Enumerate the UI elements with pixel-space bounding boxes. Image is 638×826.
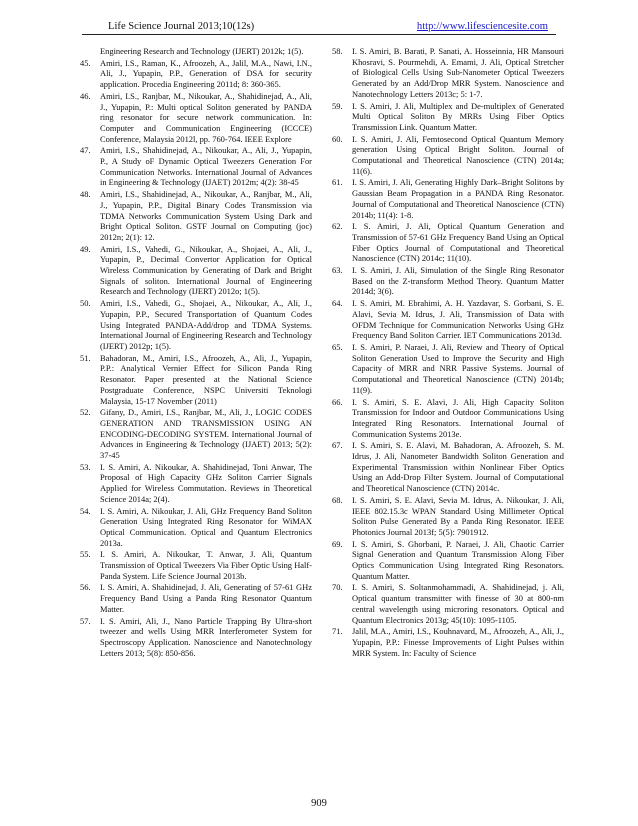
reference-text: I. S. Amiri, S. E. Alavi, M. Bahadoran, A. Afroozeh, S. M. Idrus, J. Ali, Nanometer Bandwidth Soliton Generation and Experimental Transmission within Nonlinear Fiber Optics Using an Add-Drop Filter System. Journal of Computational and Theoretical Nanoscience (CTN) 2014c. [352,440,564,494]
journal-title: Life Science Journal 2013;10(12s) [108,21,255,32]
reference-text: I. S. Amiri, J. Ali, Optical Quantum Generation and Transmission of 57-61 GHz Frequency Band Using an Optical Fiber Optics Journal of Computational and Theoretical Nanoscience (CTN) 2014c; 11(10). [352,221,564,264]
reference-text: I. S. Amiri, M. Ebrahimi, A. H. Yazdavar, S. Gorbani, S. E. Alavi, Sevia M. Idrus, J. Ali, Transmission of Data with OFDM Technique for Communication Networks Using GHz Frequency Band Soliton Carrier. IET Communications 2013d. [352,298,564,341]
journal-website-link[interactable]: http://www.lifesciencesite.com [416,21,548,32]
reference-entry [80,46,312,57]
reference-text: I. S. Amiri, S. Soltanmohammadi, A. Shahidinejad, j. Ali, Optical quantum transmitter with finesse of 30 at 800-nm central wavelength using microring resonators. Optical and Quantum Electronics 2013g; 45(10): 1095-1105. [352,582,564,625]
reference-text: I. S. Amiri, A. Shahidinejad, J. Ali, Generating of 57-61 GHz Frequency Band Using a Panda Ring Resonator Quantum Matter. [100,582,312,614]
running-header [82,18,556,35]
reference-text: Amiri, I.S., Ranjbar, M., Nikoukar, A., Shahidinejad, A., Ali, J., Yupapin, P.: Multi optical Soliton generated by PANDA ring resonator for secure network communication. In: Computer and Communication Engineering (ICCCE) Conference, Malaysia 2012l, pp. 760-764. IEEE Explore [100,90,312,144]
reference-number: 48. [80,189,91,200]
reference-entry [332,46,564,100]
right-reference-column [332,46,564,659]
reference-entry [332,626,564,658]
reference-entry [80,616,312,659]
reference-text: I. S. Amiri, J. Ali, Simulation of the Single Ring Resonator Based on the Z-transform Method Theory. Quantum Matter 2014d; 3(6). [352,265,564,297]
reference-entry [80,145,312,188]
reference-text: I. S. Amiri, J. Ali, Femtosecond Optical Quantum Memory generation Using Optical Bright Soliton. Journal of Computational and Theoretical Nanoscience (CTN) 2014a; 11(6). [352,133,564,176]
reference-text: I. S. Amiri, J. Ali, Generating Highly Dark–Bright Solitons by Gaussian Beam Propagation in a PANDA Ring Resonator. Journal of Computational and Theoretical Nanoscience (CTN) 2014b; 11(4): 1-8. [352,177,564,220]
reference-number: 47. [80,145,91,156]
reference-number: 55. [80,549,91,560]
reference-number: 59. [332,100,343,111]
reference-entry [332,440,564,494]
reference-entry [332,342,564,396]
reference-number: 52. [80,407,91,418]
reference-number: 64. [332,298,343,309]
reference-number: 68. [332,494,343,505]
reference-entry [80,298,312,352]
reference-number: 54. [80,505,91,516]
reference-entry [332,298,564,341]
reference-entry [332,495,564,538]
left-reference-column [80,46,312,659]
reference-text: I. S. Amiri, S. Ghorbani, P. Naraei, J. Ali, Chaotic Carrier Signal Generation and Quantum Transmission Along Fiber Optics Communication Using Integrated Ring Resonators. Quantum Matter. [352,538,564,581]
reference-entry [332,397,564,440]
reference-number: 46. [80,90,91,101]
reference-text: I. S. Amiri, S. E. Alavi, Sevia M. Idrus, A. Nikoukar, J. Ali, IEEE 802.15.3c WPAN Standard Using Millimeter Optical Soliton Pulse Generated By a Panda Ring Resonator. IEEE Photonics Journal 2013f; 5(5): 7901912. [352,494,564,537]
reference-number: 53. [80,461,91,472]
reference-text: I. S. Amiri, A. Nikoukar, J. Ali, GHz Frequency Band Soliton Generation Using Integrated Ring Resonator for WiMAX Optical Communication. Optical and Quantum Electronics 2013a. [100,505,312,548]
reference-number: 57. [80,615,91,626]
reference-entry [80,189,312,243]
reference-entry [80,91,312,145]
reference-entry [80,506,312,549]
reference-text: Amiri, I.S., Vahedi, G., Shojaei, A., Nikoukar, A., Ali, J., Yupapin, P.P., Secured Transportation of Quantum Codes Using Integrated PANDA-Add/drop and TDMA Systems. International Journal of Engineering Research and Technology (IJERT) 2012p; 1(5). [100,298,312,351]
reference-entry [332,221,564,264]
reference-number: 49. [80,243,91,254]
reference-entry [80,549,312,581]
reference-text: I. S. Amiri, J. Ali, Multiplex and De-multiplex of Generated Multi Optical Soliton By MRRs Using Fiber Optics Transmission Link. Quantum Matter. [352,100,564,132]
reference-number: 51. [80,352,91,363]
reference-entry [80,353,312,407]
reference-entry [332,134,564,177]
reference-number: 69. [332,538,343,549]
reference-text: Jalil, M.A., Amiri, I.S., Kouhnavard, M., Afroozeh, A., Ali, J., Yupapin, P.P.: Finesse Improvements of Light Pulses within MRR System. In: Faculty of Science [352,626,564,658]
reference-text: Amiri, I.S., Vahedi, G., Nikoukar, A., Shojaei, A., Ali, J., Yupapin, P., Decimal Convertor Application for Optical Wireless Communication by Generating of Dark and Bright Signals of soliton. International Journal of Engineering Research and Technology (IJERT) 2012o; 1(5). [100,243,312,297]
reference-text: Amiri, I.S., Shahidinejad, A., Nikoukar, A., Ranjbar, M., Ali, J., Yupapin, P.P., Digital Binary Codes Transmission via TDMA Networks Communication System Using Dark and Bright Optical Soliton. GSTF Journal on Computing (joc) 2012n; 2(1): 12. [100,189,312,242]
reference-number: 62. [332,221,343,232]
reference-entry [332,177,564,220]
reference-entry [80,462,312,505]
reference-number: 66. [332,396,343,407]
reference-number: 71. [332,626,343,637]
reference-number: 50. [80,298,91,309]
reference-entry [80,582,312,614]
reference-entry [332,582,564,625]
page-number: 909 [311,798,327,809]
reference-number: 60. [332,133,343,144]
reference-text: I. S. Amiri, Ali, J., Nano Particle Trapping By Ultra-short tweezer and wells Using MRR Interferometer System for Spectroscopy Application. Nanoscience and Nanotechnology Letters 2013; 5(8): 850-856. [100,615,312,658]
reference-text: Bahadoran, M., Amiri, I.S., Afroozeh, A., Ali, J., Yupapin, P.P.: Analytical Vernier Effect for Silicon Panda Ring Resonator. Paper presented at the National Science Postgraduate Conference, NSPC Universiti Teknologi Malaysia, 15-17 November (2011) [100,352,312,406]
reference-entry [332,101,564,133]
reference-text: Gifany, D., Amiri, I.S., Ranjbar, M., Ali, J., LOGIC CODES GENERATION AND TRANSMISSION USING AN ENCODING-DECODING SYSTEM. International Journal of Advances in Engineering & Technology (IJAET) 2013; 5(2): 37-45 [100,407,312,461]
reference-text: Amiri, I.S., Shahidinejad, A., Nikoukar, A., Ali, J., Yupapin, P., A Study oF Dynamic Optical Tweezers Generation For Communication Networks. International Journal of Advances in Engineering & Technology (IJAET) 2012m; 4(2): 38-45 [100,145,312,188]
reference-entry [80,244,312,298]
reference-number: 63. [332,265,343,276]
reference-number: 45. [80,57,91,68]
reference-text: I. S. Amiri, B. Barati, P. Sanati, A. Hosseinnia, HR Mansouri Khosravi, S. Pourmehdi, A. Emami, J. Ali, Optical Stretcher of Biological Cells Using Sub-Nanometer Optical Tweezers Generated by an Add/Drop MRR System. Nanoscience and Nanotechnology Letters 2013c; 5: 1-7. [352,46,564,99]
reference-entry [80,407,312,461]
reference-number: 65. [332,341,343,352]
reference-text: Engineering Research and Technology (IJERT) 2012k; 1(5). [100,46,304,56]
reference-number: 67. [332,440,343,451]
reference-number: 58. [332,46,343,56]
reference-entry [80,58,312,90]
reference-text: I. S. Amiri, P. Naraei, J. Ali, Review and Theory of Optical Soliton Generation Used to Improve the Security and High Capacity of MRR and NRR Passive Systems. Journal of Computational and Theoretical Nanoscience (CTN) 2014b; 11(9). [352,341,564,395]
reference-text: I. S. Amiri, S. E. Alavi, J. Ali, High Capacity Soliton Transmission for Indoor and Outdoor Communications Using Integrated Ring Resonators. International Journal of Communication Systems 2013e. [352,396,564,439]
reference-number: 61. [332,177,343,188]
reference-number: 70. [332,582,343,593]
reference-text: Amiri, I.S., Raman, K., Afroozeh, A., Jalil, M.A., Nawi, I.N., Ali, J., Yupapin, P.P., Generation of DSA for security application. Procedia Engineering 2011d; 8: 360-365. [100,57,312,90]
reference-number: 56. [80,582,91,593]
reference-entry [332,539,564,582]
reference-text: I. S. Amiri, A. Nikoukar, A. Shahidinejad, Toni Anwar, The Proposal of High Capacity GHz Soliton Carrier Signals Applied for Wireless Commutation. Reviews in Theoretical Science 2014a; 2(4). [100,461,312,504]
reference-text: I. S. Amiri, A. Nikoukar, T. Anwar, J. Ali, Quantum Transmission of Optical Tweezers Via Fiber Optic Using Half-Panda System. Life Science Journal 2013b. [100,549,312,581]
reference-entry [332,265,564,297]
